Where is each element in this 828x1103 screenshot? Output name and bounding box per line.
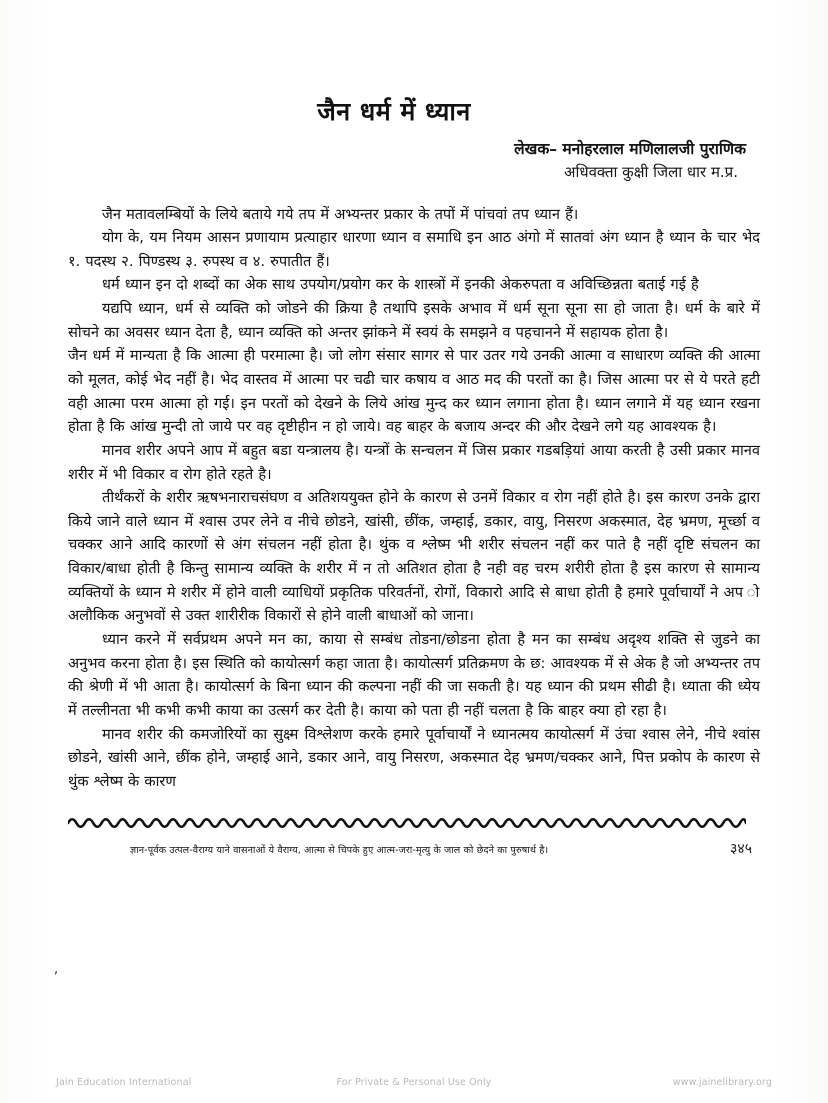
paragraph: योग के, यम नियम आसन प्रणायाम प्रत्याहार धारणा ध्यान व समाधि इन आठ अंगो में सातवां अंग ध्यान है ध्यान के चार भेद १. पदस्थ २. पिण्डस्थ ३. रुपस्थ व ४. रुपातीत हैं। bbox=[68, 229, 760, 270]
paragraph: ध्यान करने में सर्वप्रथम अपने मन का, काया से सम्बंध तोडना/छोडना होता है मन का सम्बंध अदृश्य शक्ति से जुडने का अनुभव करना होता है। इस स्थिति को कायोत्सर्ग कहा जाता है। कायोत्सर्ग प्रतिक्रमण के छ: आवश्यक में से अेक है जो अभ्यन्तर तप की श्रेणी में भी आता है। कायोत्सर्ग के बिना ध्यान की कल्पना नहीं की जा सकती है। यह ध्यान की प्रथम सीढी है। ध्याता की ध्येय में तल्लीनता भी कभी कभी काया का उत्सर्ग कर देती है। काया को पता ही नहीं चलता है कि बाहर क्या हो रहा है। bbox=[68, 631, 760, 719]
footnote-text: ज्ञान-पूर्वक उत्पल-वैराग्य याने वासनाओं ये वैराग्य, आत्मा से चिपके हुए आत्म-जरा-मृत्यु के जाल को छेदने का पुरुषार्थ है। bbox=[130, 844, 549, 856]
paragraph: यद्यपि ध्यान, धर्म से व्यक्ति को जोडने की क्रिया है तथापि इसके अभाव में धर्म सूना सूना सा हो जाता है। धर्म के बारे में सोचने का अवसर ध्यान देता है, ध्यान व्यक्ति को अन्तर झांकने में स्वयं के समझने व पहचानने में सहायक होता है। bbox=[68, 300, 760, 341]
author-affiliation: अधिवक्ता कुक्षी जिला धार म.प्र. bbox=[564, 163, 738, 182]
paragraph: जैन मतावलम्बियों के लिये बताये गये तप में अभ्यन्तर प्रकार के तपों में पांचवां तप ध्यान हैं। bbox=[102, 205, 579, 223]
paragraph: मानव शरीर अपने आप में बहुत बडा यन्त्रालय है। यन्त्रों के सन्चलन में जिस प्रकार गडबड़ियां आया करती है उसी प्रकार मानव शरीर में भी विकार व रोग होते रहते है। bbox=[68, 441, 760, 483]
paragraph: मानव शरीर की कमजोरियों का सुक्ष्म विश्लेशण करके हमारे पूर्वाचार्यों ने ध्यानत्मय कायोत्सर्ग में उंचा श्वास लेने, नीचे श्वांस छोडने, खांसी आने, छींक होने, जम्हाई आने, डकार आने, वायु निसरण, अकस्मात देह भ्रमण/चक्कर आने, पित्त प्रकोप के कारण से थुंक श्लेष्म के कारण bbox=[68, 725, 760, 790]
page-number: ३४५ bbox=[730, 840, 752, 857]
footnote-row bbox=[68, 839, 760, 858]
paragraph: जैन धर्म में मान्यता है कि आत्मा ही परमात्मा है। जो लोग संसार सागर से पार उतर गये उनकी आत्मा व साधारण व्यक्ति की आत्मा को मूलत, कोई भेद नहीं है। भेद वास्तव में आत्मा पर चढी चार कषाय व आठ मद की परतों का है। जिस आत्मा पर से ये परते हटी वही आत्मा परम आत्मा हो गई। इन परतों को देखने के लिये आंख मुन्द कर ध्यान लगाना होता है। ध्यान लगाने में यह ध्यान रखना होता है कि आंख मुन्दी तो जाये पर वह दृष्टीहीन न हो जाये। वह बाहर के बजाय अन्दर की और देखने लगे यह आवश्यक है। bbox=[68, 347, 760, 436]
scan-footer-center: For Private & Personal Use Only bbox=[336, 1076, 492, 1088]
scan-footer-right: www.jainelibrary.org bbox=[672, 1076, 772, 1088]
margin-tick-mark: , bbox=[54, 962, 59, 977]
author-byline: लेखक– मनोहरलाल मणिलालजी पुराणिक bbox=[514, 140, 746, 159]
wavy-separator-rule bbox=[68, 814, 746, 832]
scan-footer-left: Jain Education International bbox=[56, 1076, 192, 1088]
page-content bbox=[68, 0, 760, 858]
paragraph: तीर्थंकरों के शरीर ऋषभनाराचसंघण व अतिशययुक्त होने के कारण से उनमें विकार व रोग नहीं होते है। इस कारण उनके द्वारा किये जाने वाले ध्यान में श्वास उपर लेने व नीचे छोडने, खांसी, छींक, जम्हाई, डकार, वायु, निसरण अकस्मात, देह भ्रमण, मूर्च्छा व चक्कर आने आदि कारणों से अंग संचलन नहीं होता है। थुंक व श्लेष्म भी शरीर संचलन नहीं कर पाते है नहीं दृष्टि संचलन का विकार/बाधा होती है किन्तु सामान्य व्यक्ति के शरीर में न तो अतिशत होता है नही वह चरम शरीरी होता है इस कारण से सामान्य व्यक्तियों के ध्यान मे शरीर में होने वाली व्याधियों प्रकृतिक परिवर्तनों, रोगों, विकारो आदि से बाधा होती है हमारे पूर्वाचार्यों ने अप ो अलौकिक अनुभवों से उक्त शारीरीक विकारों से होने वाली बाधाओं को जाना। bbox=[68, 489, 760, 625]
page-title: जैन धर्म में ध्यान bbox=[317, 97, 471, 126]
scan-footer bbox=[0, 1072, 828, 1092]
title-block bbox=[68, 0, 760, 185]
paragraph: धर्म ध्यान इन दो शब्दों का अेक साथ उपयोग/प्रयोग कर के शास्त्रों में इनकी अेकरुपता व अविच्छिन्नता बताई गई है bbox=[102, 276, 699, 294]
body-text bbox=[68, 203, 760, 794]
